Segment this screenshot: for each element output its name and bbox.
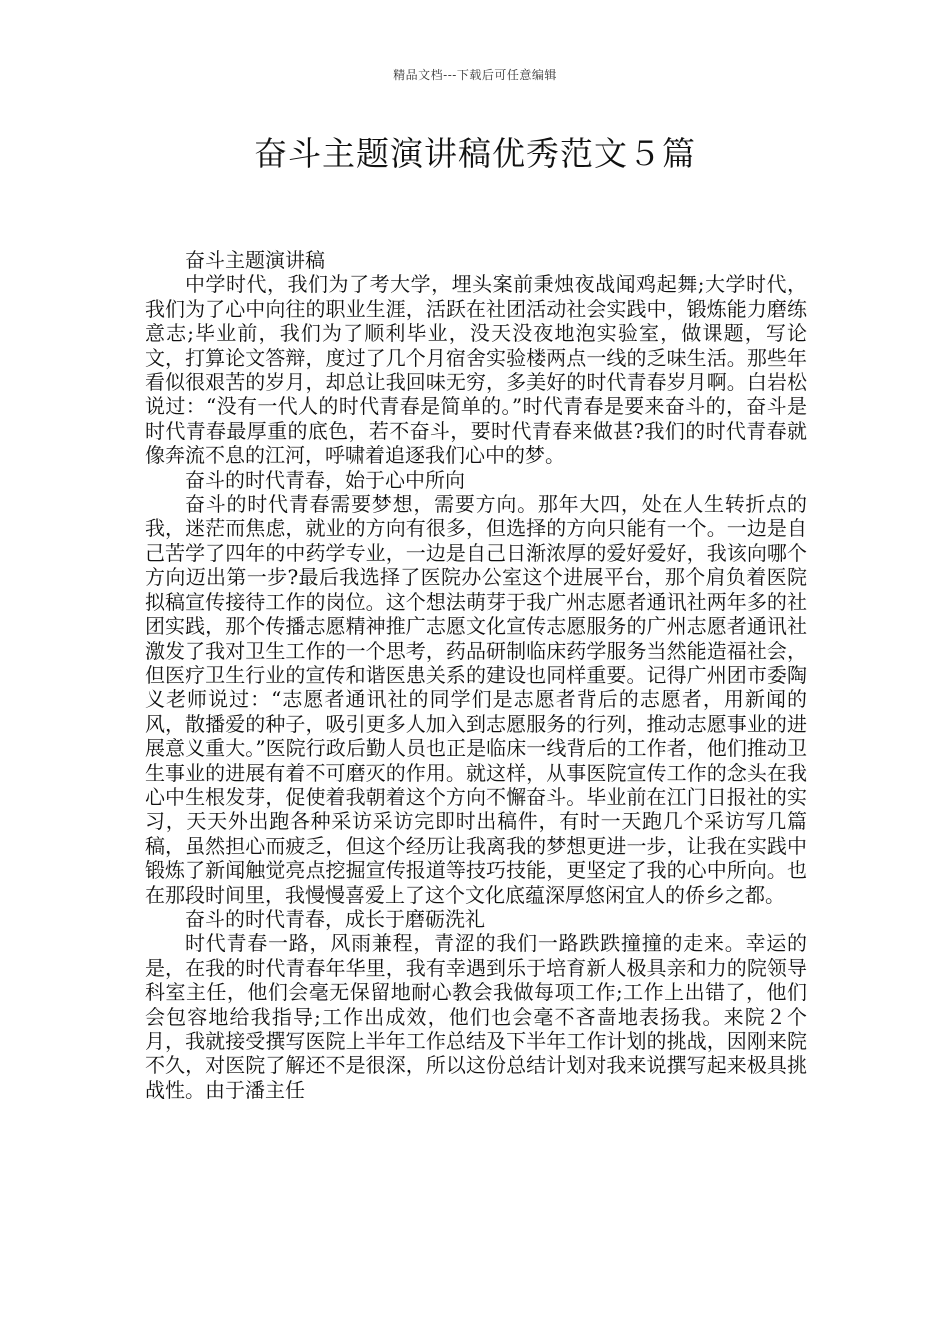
document-body	[145, 248, 807, 1102]
paragraph: 中学时代，我们为了考大学，埋头案前秉烛夜战闻鸡起舞;大学时代，我们为了心中向往的职业生涯，活跃在社团活动社会实践中，锻炼能力磨练意志;毕业前，我们为了顺利毕业，没天没夜地泡实验室，做课题，写论文，打算论文答辩，度过了几个月宿舍实验楼两点一线的乏味生活。那些年看似很艰苦的岁月，却总让我回味无穷，多美好的时代青春岁月啊。白岩松说过：“没有一代人的时代青春是简单的。”时代青春是要来奋斗的，奋斗是时代青春最厚重的底色，若不奋斗，要时代青春来做甚?我们的时代青春就像奔流不息的江河，呼啸着追逐我们心中的梦。	[145, 272, 807, 468]
section-heading: 奋斗的时代青春，始于心中所向	[185, 467, 465, 492]
document-header-note: 精品文档---下载后可任意编辑	[393, 68, 557, 82]
document-title: 奋斗主题演讲稿优秀范文５篇	[254, 134, 696, 173]
section-heading: 奋斗的时代青春，成长于磨砺洗礼	[185, 906, 485, 931]
paragraph: 奋斗的时代青春需要梦想，需要方向。那年大四，处在人生转折点的我，迷茫而焦虑，就业的方向有很多，但选择的方向只能有一个。一边是自己苦学了四年的中药学专业，一边是自己日渐浓厚的爱好爱好，我该向哪个方向迈出第一步?最后我选择了医院办公室这个进展平台，那个肩负着医院拟稿宣传接待工作的岗位。这个想法萌芽于我广州志愿者通讯社两年多的社团实践，那个传播志愿精神推广志愿文化宣传志愿服务的广州志愿者通讯社激发了我对卫生工作的一个思考，药品研制临床药学服务当然能造福社会，但医疗卫生行业的宣传和谐医患关系的建设也同样重要。记得广州团市委陶义老师说过：“志愿者通讯社的同学们是志愿者背后的志愿者，用新闻的风，散播爱的种子，吸引更多人加入到志愿服务的行列，推动志愿事业的进展意义重大。”医院行政后勤人员也正是临床一线背后的工作者，他们推动卫生事业的进展有着不可磨灭的作用。就这样，从事医院宣传工作的念头在我心中生根发芽，促使着我朝着这个方向不懈奋斗。毕业前在江门日报社的实习，天天外出跑各种采访采访完即时出稿件，有时一天跑几个采访写几篇稿，虽然担心而疲乏，但这个经历让我离我的梦想更进一步，让我在实践中锻炼了新闻触觉亮点挖掘宣传报道等技巧技能，更坚定了我的心中所向。也在那段时间里，我慢慢喜爱上了这个文化底蕴深厚悠闲宜人的侨乡之都。	[145, 492, 807, 907]
paragraph: 时代青春一路，风雨兼程，青涩的我们一路跌跌撞撞的走来。幸运的是，在我的时代青春年华里，我有幸遇到乐于培育新人极具亲和力的院领导科室主任，他们会毫无保留地耐心教会我做每项工作;工作上出错了，他们会包容地给我指导;工作出成效，他们也会毫不吝啬地表扬我。来院２个月，我就接受撰写医院上半年工作总结及下半年工作计划的挑战，因刚来院不久，对医院了解还不是很深，所以这份总结计划对我来说撰写起来极具挑战性。由于潘主任	[145, 931, 807, 1102]
section-heading: 奋斗主题演讲稿	[185, 248, 325, 272]
